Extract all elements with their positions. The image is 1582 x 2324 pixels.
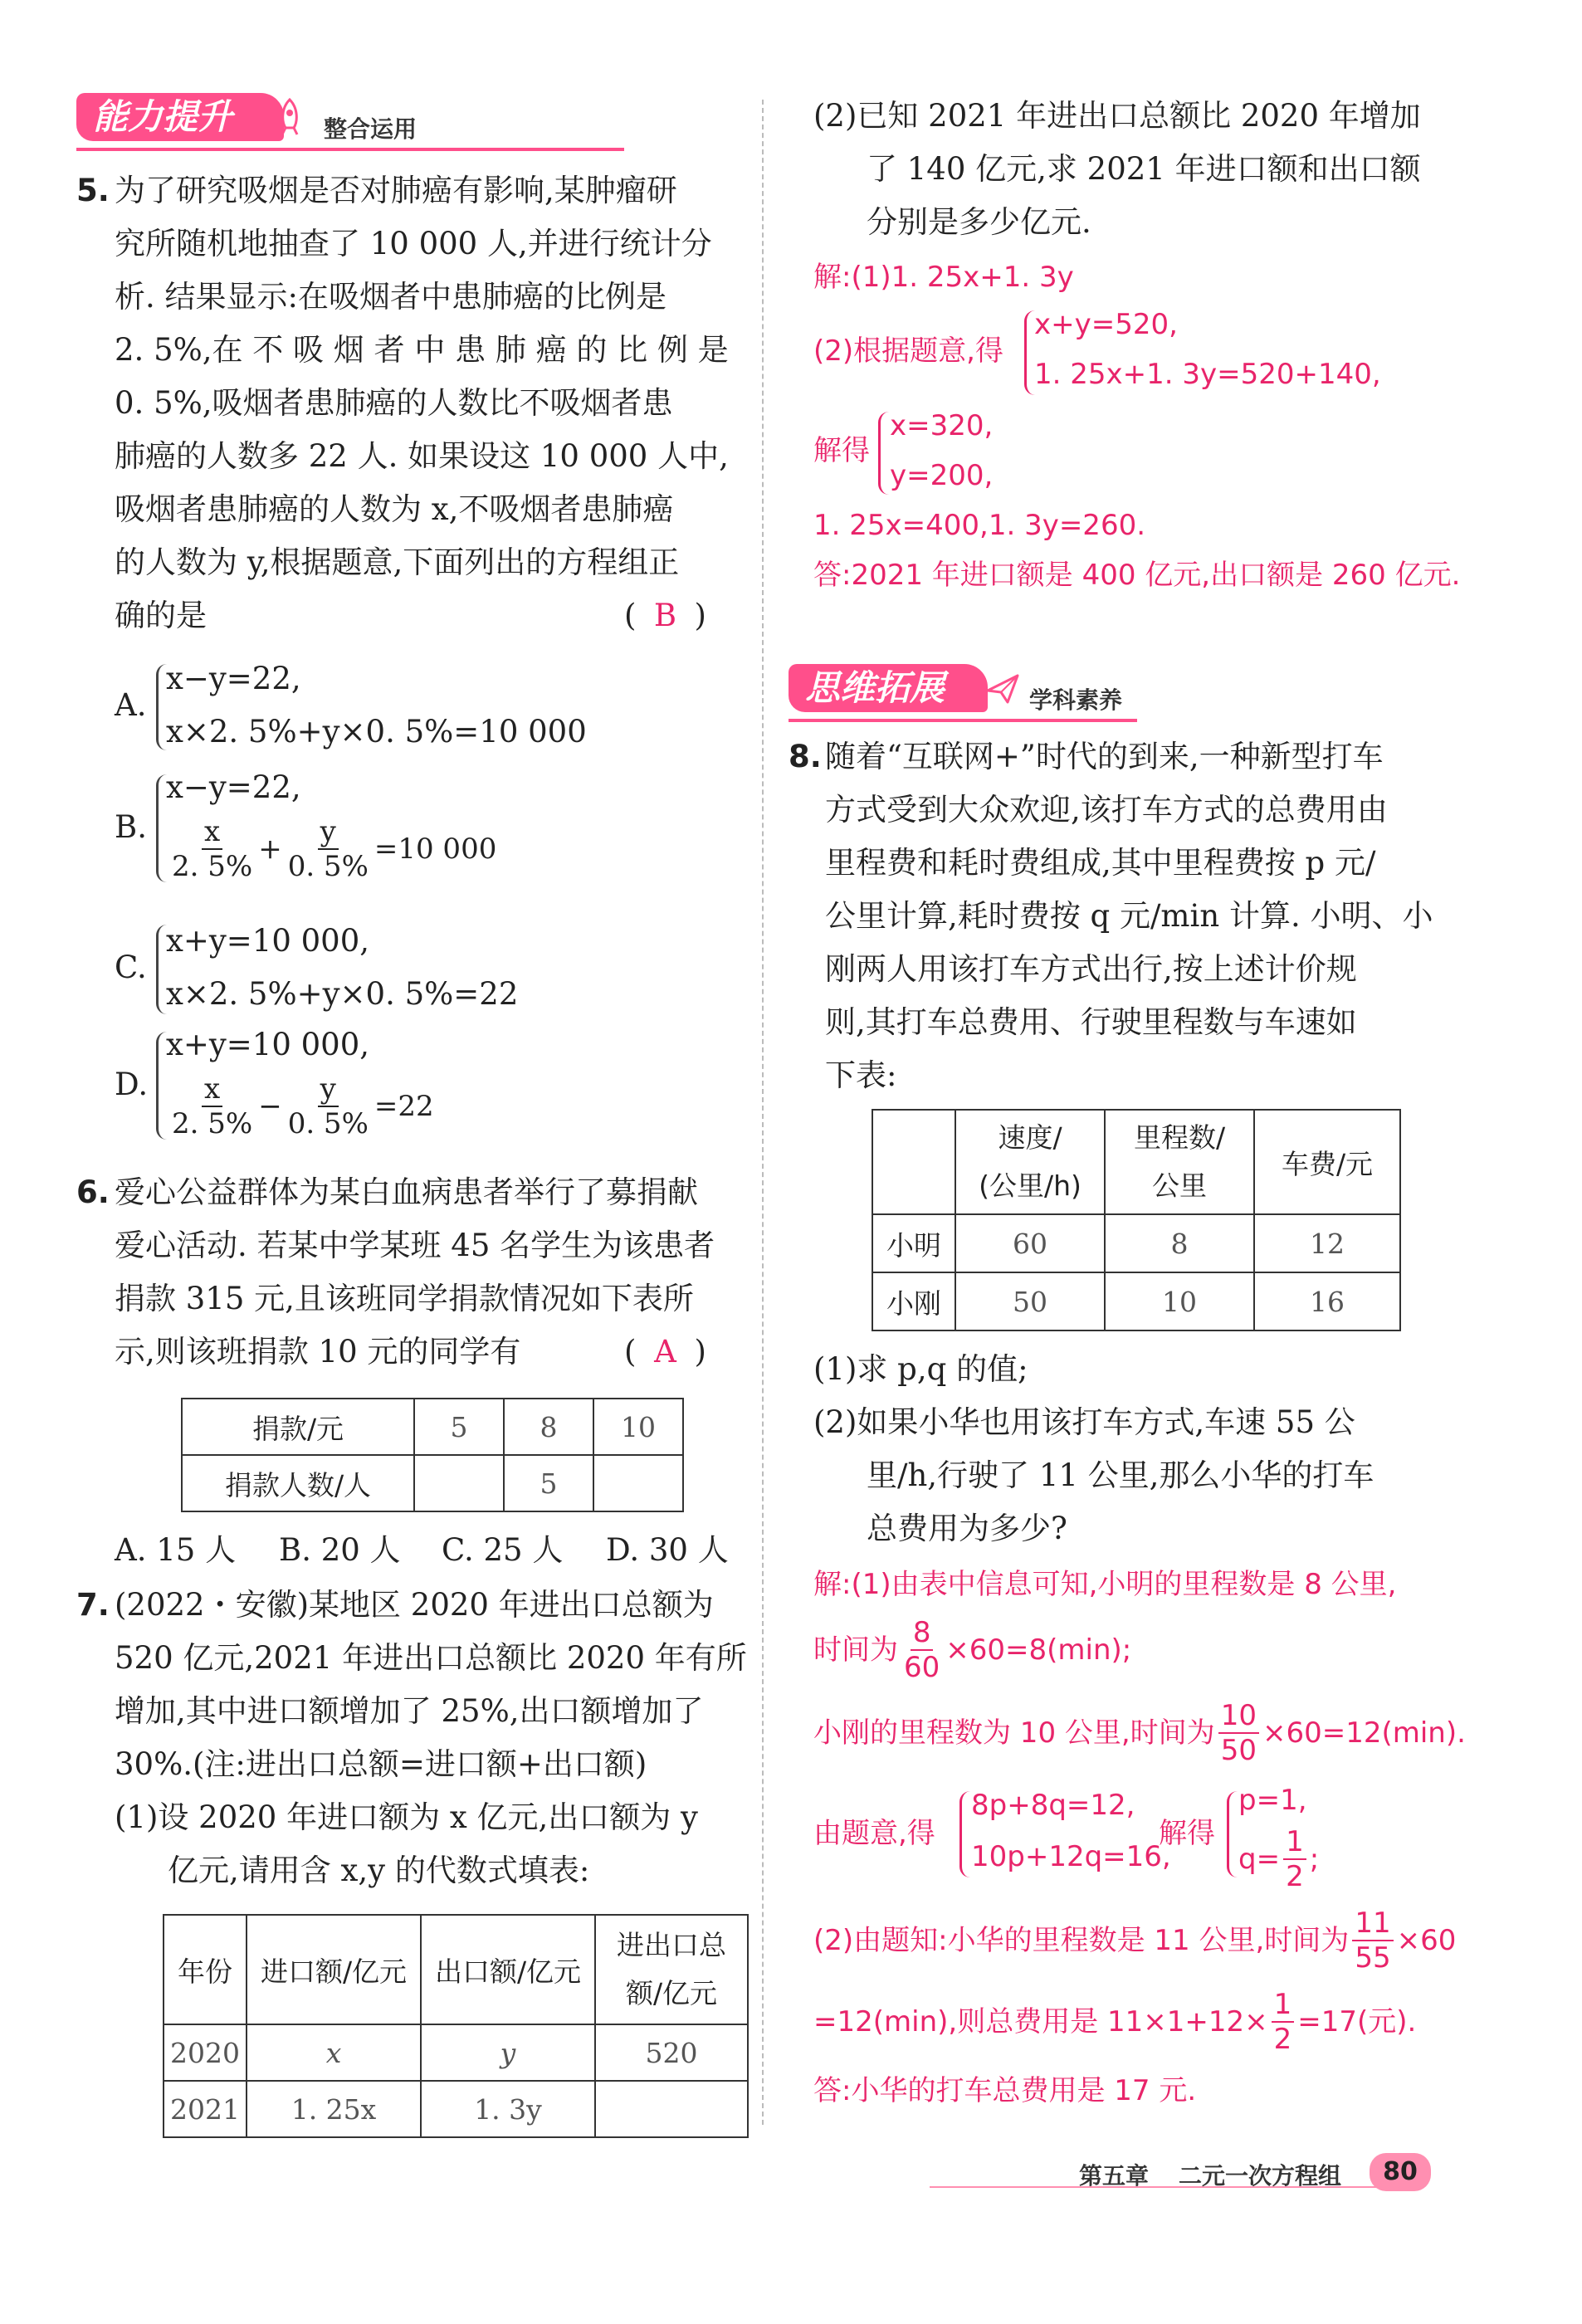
option-label: D. bbox=[115, 1067, 149, 1102]
solution-lead: (2)根据题意,得 bbox=[813, 334, 1003, 368]
text: q= bbox=[1238, 1843, 1281, 1876]
table-header: 年份 bbox=[164, 1915, 247, 2024]
operator: − bbox=[258, 1090, 282, 1123]
table-cell: 2020 bbox=[164, 2024, 247, 2081]
page-number: 80 bbox=[1370, 2153, 1431, 2191]
question-text-line: 爱心活动. 若某中学某班 45 名学生为该患者 bbox=[115, 1228, 715, 1263]
section-underline bbox=[76, 148, 624, 151]
question-text-line: 分别是多少亿元. bbox=[867, 204, 1091, 240]
choice-a: A. 15 人 bbox=[115, 1532, 237, 1568]
brace bbox=[878, 412, 889, 495]
question-text-line: (2)如果小华也用该打车方式,车速 55 公 bbox=[813, 1404, 1355, 1440]
table-header: 出口额/亿元 bbox=[421, 1915, 595, 2024]
table-cell: 10 bbox=[593, 1399, 683, 1455]
table-cell: x bbox=[247, 2024, 421, 2081]
question-text-line: 亿元,请用含 x,y 的代数式填表: bbox=[168, 1853, 590, 1888]
table-cell: 8 bbox=[504, 1399, 593, 1455]
question-text-line: 确的是 bbox=[115, 598, 207, 633]
fraction: $\frac{8}{60}$ bbox=[904, 1616, 940, 1684]
answer-choice: B bbox=[653, 598, 677, 633]
table-cell: 16 bbox=[1254, 1272, 1400, 1330]
table-cell: 1. 25x bbox=[247, 2081, 421, 2137]
question-text-line: 则,其打车总费用、行驶里程数与车速如 bbox=[825, 1004, 1357, 1040]
equation-line: x+y=10 000, bbox=[166, 923, 369, 959]
footer-chapter: 第五章 bbox=[1079, 2162, 1150, 2190]
question-text-line: 下表: bbox=[825, 1057, 897, 1093]
equation-line bbox=[1238, 1825, 1320, 1893]
answer-bracket: ( A ) bbox=[624, 1326, 706, 1379]
question-7-part-2 bbox=[813, 90, 1421, 249]
footer-chapter-title: 二元一次方程组 bbox=[1179, 2162, 1342, 2190]
equation-line: x−y=22, bbox=[166, 769, 301, 805]
paper-plane-icon bbox=[986, 674, 1019, 704]
equation-line: p=1, bbox=[1238, 1784, 1307, 1817]
question-text-line: 爱心公益群体为某白血病患者举行了募捐献 bbox=[115, 1174, 698, 1210]
question-text-line: 吸烟者患肺癌的人数为 x,不吸烟者患肺癌 bbox=[115, 491, 674, 527]
table-row-header: 小刚 bbox=[872, 1272, 955, 1330]
page-footer bbox=[930, 2158, 1444, 2200]
question-8-parts bbox=[813, 1343, 1374, 1555]
answer-bracket: ( B ) bbox=[624, 589, 706, 642]
question-text-line: 里/h,行驶了 11 公里,那么小华的打车 bbox=[867, 1457, 1374, 1493]
question-text-line: 了 140 亿元,求 2021 年进口额和出口额 bbox=[867, 151, 1421, 187]
question-number: 8. bbox=[789, 739, 822, 774]
question-text-line: (1)设 2020 年进口额为 x 亿元,出口额为 y bbox=[115, 1799, 698, 1835]
taxi-table bbox=[872, 1109, 1401, 1331]
question-number: 5. bbox=[76, 173, 110, 208]
option-label: B. bbox=[115, 809, 147, 845]
fraction: $\frac{11}{55}$ bbox=[1352, 1909, 1393, 1972]
fraction: $\frac{y}{0. 5\%}$ bbox=[287, 815, 369, 883]
table-cell bbox=[414, 1455, 504, 1511]
question-text-line: (1)求 p,q 的值; bbox=[813, 1351, 1028, 1387]
text: ×60=8(min); bbox=[945, 1633, 1132, 1667]
question-text-line: 公里计算,耗时费按 q 元/min 计算. 小明、小 bbox=[825, 898, 1433, 934]
table-header: 捐款/元 bbox=[182, 1399, 414, 1455]
solution-line bbox=[813, 1907, 1457, 1975]
table-header: 进口额/亿元 bbox=[247, 1915, 421, 2024]
section-tag: 整合运用 bbox=[324, 115, 417, 143]
equation-line: 10p+12q=16, bbox=[971, 1840, 1171, 1873]
text: =12(min),则总费用是 11×1+12× bbox=[813, 2005, 1268, 2038]
equation-line: x×2. 5%+y×0. 5%=22 bbox=[166, 976, 519, 1012]
donation-table bbox=[181, 1398, 684, 1512]
question-text-line: 为了研究吸烟是否对肺癌有影响,某肿瘤研 bbox=[115, 173, 677, 208]
question-text-line: 肺癌的人数多 22 人. 如果设这 10 000 人中, bbox=[115, 438, 729, 474]
text: 时间为 bbox=[813, 1633, 898, 1667]
text: ; bbox=[1309, 1843, 1320, 1876]
table-cell: 50 bbox=[955, 1272, 1105, 1330]
choice-b: B. 20 人 bbox=[279, 1532, 401, 1568]
equation-line: 8p+8q=12, bbox=[971, 1789, 1135, 1822]
solution-lead: 由题意,得 bbox=[813, 1817, 935, 1850]
question-text-line: 总费用为多少? bbox=[867, 1511, 1067, 1546]
table-row-header: 小明 bbox=[872, 1214, 955, 1272]
solution-answer: 答:2021 年进口额是 400 亿元,出口额是 260 亿元. bbox=[813, 559, 1461, 592]
table-cell bbox=[593, 1455, 683, 1511]
header-line: 进出口总 bbox=[617, 1929, 726, 1961]
question-text-line: 究所随机地抽查了 10 000 人,并进行统计分 bbox=[115, 226, 712, 261]
table-cell: 1. 3y bbox=[421, 2081, 595, 2137]
fraction: $\frac{1}{2}$ bbox=[1283, 1828, 1306, 1891]
table-header: 车费/元 bbox=[1254, 1110, 1400, 1214]
solution-lead: 解得 bbox=[1159, 1817, 1215, 1850]
table-corner bbox=[872, 1110, 955, 1214]
question-text-line: 示,则该班捐款 10 元的同学有 bbox=[115, 1334, 521, 1370]
table-cell: 5 bbox=[414, 1399, 504, 1455]
brace bbox=[1227, 1791, 1238, 1877]
section-underline bbox=[789, 719, 1137, 722]
column-divider bbox=[762, 100, 764, 2125]
solution-line: 解:(1)由表中信息可知,小明的里程数是 8 公里, bbox=[813, 1568, 1397, 1601]
equation-line: x−y=22, bbox=[166, 661, 301, 696]
question-text-line: 方式受到大众欢迎,该打车方式的总费用由 bbox=[825, 792, 1388, 828]
table-cell: 10 bbox=[1105, 1272, 1254, 1330]
solution-system-3 bbox=[813, 1781, 1477, 1893]
choice-d: D. 30 人 bbox=[606, 1532, 729, 1568]
table-cell: 8 bbox=[1105, 1214, 1254, 1272]
solution-line bbox=[813, 1618, 1131, 1682]
question-text-line: 析. 结果显示:在吸烟者中患肺癌的比例是 bbox=[115, 279, 666, 315]
text: ×60=12(min). bbox=[1262, 1716, 1466, 1750]
solution-line bbox=[813, 1988, 1417, 2056]
solution-line: 解:(1)1. 25x+1. 3y bbox=[813, 261, 1074, 294]
text: ×60 bbox=[1396, 1924, 1457, 1957]
table-cell: 520 bbox=[595, 2024, 748, 2081]
fraction: $\frac{1}{2}$ bbox=[1272, 1990, 1295, 2053]
table-header bbox=[595, 1915, 748, 2024]
rocket-icon bbox=[276, 98, 304, 136]
header-line: 额/亿元 bbox=[625, 1977, 718, 2009]
header-line: 里程数/ bbox=[1133, 1121, 1226, 1154]
equation-rhs: =22 bbox=[374, 1090, 434, 1123]
section-title: 思维拓展 bbox=[789, 664, 988, 712]
solution-lead: 解得 bbox=[813, 434, 870, 467]
text: =17(元). bbox=[1297, 2005, 1417, 2038]
equation-line: y=200, bbox=[890, 459, 994, 492]
fraction: $\frac{x}{2. 5\%}$ bbox=[172, 815, 253, 883]
solution-answer: 答:小华的打车总费用是 17 元. bbox=[813, 2074, 1197, 2107]
header-line: 速度/ bbox=[998, 1121, 1062, 1154]
section-title: 能力提升 bbox=[76, 93, 284, 141]
table-cell: 12 bbox=[1254, 1214, 1400, 1272]
question-text-line: 随着“互联网+”时代的到来,一种新型打车 bbox=[825, 739, 1384, 774]
equation-line: x+y=520, bbox=[1034, 308, 1178, 341]
brace bbox=[959, 1791, 970, 1877]
question-text-line: (2022・安徽)某地区 2020 年进出口总额为 bbox=[115, 1587, 714, 1623]
question-text-line: 里程费和耗时费组成,其中里程费按 p 元/ bbox=[825, 845, 1376, 881]
option-label: A. bbox=[115, 687, 147, 723]
question-number: 6. bbox=[76, 1174, 110, 1210]
solution-line: 1. 25x=400,1. 3y=260. bbox=[813, 509, 1146, 542]
choice-c: C. 25 人 bbox=[442, 1532, 564, 1568]
question-text-line: 的人数为 y,根据题意,下面列出的方程组正 bbox=[115, 544, 680, 580]
equation-line: x×2. 5%+y×0. 5%=10 000 bbox=[166, 714, 587, 749]
equation-line: x=320, bbox=[890, 409, 994, 442]
fraction: $\frac{x}{2. 5\%}$ bbox=[172, 1072, 253, 1140]
text: (2)由题知:小华的里程数是 11 公里,时间为 bbox=[813, 1924, 1350, 1957]
text: 小刚的里程数为 10 公里,时间为 bbox=[813, 1716, 1215, 1750]
question-number: 7. bbox=[76, 1587, 110, 1623]
question-text-line: 0. 5%,吸烟者患肺癌的人数比不吸烟者患 bbox=[115, 385, 673, 421]
option-label: C. bbox=[115, 950, 147, 985]
table-cell bbox=[595, 2081, 748, 2137]
table-header: 捐款人数/人 bbox=[182, 1455, 414, 1511]
equation-rhs: =10 000 bbox=[374, 832, 497, 866]
question-text-line: 520 亿元,2021 年进出口总额比 2020 年有所 bbox=[115, 1640, 747, 1676]
trade-table bbox=[163, 1914, 749, 2138]
section-banner-thinking bbox=[789, 664, 1137, 722]
section-banner-ability bbox=[76, 93, 624, 151]
question-text-line: 增加,其中进口额增加了 25%,出口额增加了 bbox=[115, 1693, 704, 1729]
question-text-line: 30%.(注:进出口总额=进口额+出口额) bbox=[115, 1746, 647, 1782]
fraction: $\frac{y}{0. 5\%}$ bbox=[287, 1072, 369, 1140]
section-tag: 学科素养 bbox=[1029, 686, 1123, 714]
question-text-line: 刚两人用该打车方式出行,按上述计价规 bbox=[825, 951, 1357, 987]
table-cell: y bbox=[421, 2024, 595, 2081]
table-cell: 2021 bbox=[164, 2081, 247, 2137]
table-cell: 5 bbox=[504, 1455, 593, 1511]
equation-line: x+y=10 000, bbox=[166, 1027, 369, 1062]
operator: + bbox=[258, 832, 282, 866]
question-text-line: (2)已知 2021 年进出口总额比 2020 年增加 bbox=[813, 98, 1421, 134]
question-text-line: 捐款 315 元,且该班同学捐款情况如下表所 bbox=[115, 1281, 694, 1316]
question-text-line: 2. 5%,在 不 吸 烟 者 中 患 肺 癌 的 比 例 是 bbox=[115, 332, 729, 368]
table-cell: 60 bbox=[955, 1214, 1105, 1272]
fraction: $\frac{10}{50}$ bbox=[1218, 1702, 1259, 1765]
solution-line bbox=[813, 1699, 1466, 1767]
header-line: 公里 bbox=[1152, 1169, 1207, 1202]
equation-line: 1. 25x+1. 3y=520+140, bbox=[1034, 358, 1381, 391]
header-line: (公里/h) bbox=[979, 1169, 1082, 1202]
table-header bbox=[955, 1110, 1105, 1214]
table-header bbox=[1105, 1110, 1254, 1214]
answer-choice: A bbox=[654, 1334, 676, 1370]
